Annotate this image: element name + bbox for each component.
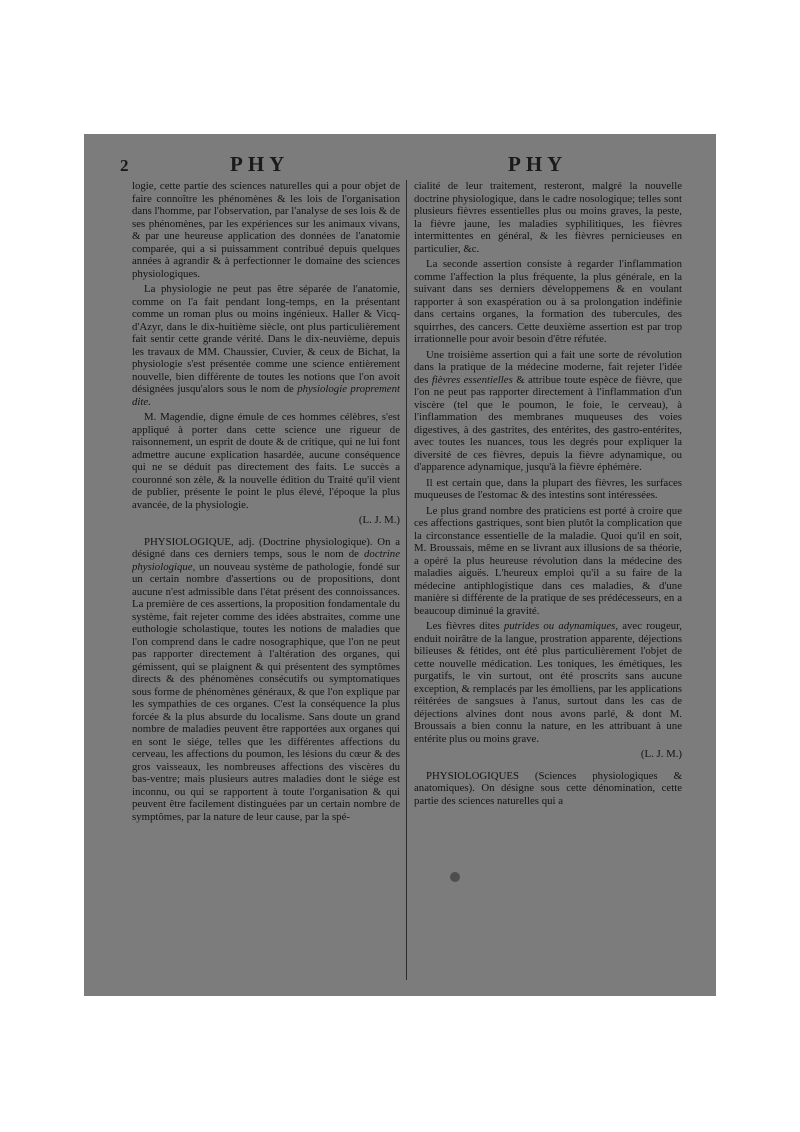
author-signature: (L. J. M.) <box>358 514 400 526</box>
paragraph-text: Une troisième assertion qui a fait une sorte de révolution dans la pratique de la médecine moderne, fait rejeter l'idée des <box>414 348 682 386</box>
right-column <box>414 180 682 980</box>
paragraph: Il est certain que, dans la plupart des fièvres, les surfaces muqueuses de l'estomac & des intestins sont intéressées. <box>414 476 682 501</box>
paragraph <box>414 349 682 474</box>
paragraph: Le plus grand nombre des praticiens est porté à croire que ces affections gastriques, sont bien plutôt la complication que la circonstance essentielle de la maladie. Quoi qu'il en soit, M. Broussais, même en se livrant aux illusions de sa théorie, a opéré la plus heureuse révolution dans la médecine des maladies aiguës. L'heureux emploi qu'il a su faire de la médecine antiphlogistique dans ces maladies, & d'une manière si différente de la pratique de ses prédécesseurs, en a beaucoup diminué la gravité. <box>414 504 682 617</box>
italic-term: fièvres essentielles <box>431 373 513 386</box>
ink-blot <box>450 872 460 882</box>
italic-term: doctrine physiologique <box>132 548 400 573</box>
paragraph-text: avec rougeur, enduit noirâtre de la langue, prostration apparente, déjections bilieuses & fétides, ont été plus particulièrement l'objet de cette nouvelle médication. Les toniques, les émétiques, les purgatifs, le vin surtout, ont été proscrits sans aucune exception, & remplacés par les émolliens, par les applications réitérées de sangsues à l'anus, surtout dans les cas de déjections alvines dont nous avons parlé, & dont M. Broussais a bien connu la nature, en les attribuant à une entérite plus ou moins grave. <box>414 620 682 745</box>
paragraph-text: , un nouveau système de pathologie, fondé sur un certain nombre d'assertions ou de propositions, dont aucune n'est admissible dans l'état présent des connoissances. La première de ces assertions, la proposition fondamentale du système, fait rejeter comme des idées abstraites, comme une euthologie scholastique, toutes les notions de maladies que l'on comprend dans le cadre nosographique, que l'on ne peut pas rapporter directement à l'altération des organes, qui gémissent, qui se plaignent & qui présentent des symptômes directs & des phénomènes consécutifs ou symptomatiques sous forme de phénomènes généraux, & que l'on explique par les sympathies de ces organes. C'est la conséquence la plus forcée & la plus absurde du localisme. Sans doute un grand nombre de maladies peuvent être rapportées aux organes qui en sont le siége, telles que les différentes affections du cerveau, les affections du poumon, les lésions du cœur & des gros vaisseaux, les nombreuses affections des viscères du bas-ventre; mais plusieurs autres maladies dont le siége est inconnu, ou qui se rapportent à toute l'organisation & qui peuvent être facilement distinguées par un certain nombre de symptômes, par la nature de leur cause, par la spé- <box>132 560 400 823</box>
paragraph <box>132 283 400 408</box>
scanned-page <box>84 134 716 996</box>
running-head <box>84 152 716 182</box>
paragraph: M. Magendie, digne émule de ces hommes célèbres, s'est appliqué à porter dans cette science une rigueur de raisonnement, un esprit de doute & de critique, qui ne lui font admettre aucune explication hasardée, aucune conséquence qui ne se déduit pas directement des faits. Le succès a couronné son zèle, & la nouvelle édition du Traité qu'il vient de publier, présente le point le plus élevé, l'époque la plus avancée, de la physiologie. <box>132 411 400 511</box>
page-number: 2 <box>120 156 129 175</box>
paragraph: cialité de leur traitement, resteront, malgré la nouvelle doctrine physiologique, dans le cadre nosologique; telles sont plusieurs fièvres essentielles plus ou moins graves, la peste, la fièvre jaune, les maladies syphilitiques, les fièvres intermittentes en général, & les fièvres pernicieuses en particulier, &c. <box>414 180 682 255</box>
italic-term: physiologie proprement dite. <box>132 383 400 408</box>
paragraph-text: PHYSIOLOGIQUE, adj. (Doctrine physiologique). On a désigné dans ces derniers temps, sous le nom de <box>132 535 400 560</box>
italic-term: putrides ou adynamiques, <box>503 620 619 632</box>
entry-physiologiques: PHYSIOLOGIQUES (Sciences physiologiques & anatomiques). On désigne sous cette dénomination, cette partie des sciences naturelles qui a <box>414 769 682 807</box>
paragraph: La seconde assertion consiste à regarder l'inflammation comme l'affection la plus fréquente, la plus générale, en la suivant dans ses derniers développemens & en voulant rapporter à son exaspération ou à sa prolongation indéfinie dans certains organes, la formation des tubercules, des squirrhes, des cancers. Cette deuxième assertion est par trop irrationnelle pour avoir besoin d'être réfutée. <box>414 258 682 345</box>
left-running-head: PHY <box>230 152 290 176</box>
entry-physiologique <box>132 536 400 824</box>
paragraph-text: La physiologie ne peut pas être séparée de l'anatomie, comme on l'a fait pendant long-temps, en la présentant comme un roman plus ou moins ingénieux. Haller & Vicq-d'Azyr, dans le dix-huitième siècle, ont plus particulièrement fait sentir cette grande vérité. Dans le dix-neuvième, depuis les travaux de MM. Chaussier, Cuvier, & ceux de Bichat, la physiologie s'est présentée comme une science entièrement nouvelle, bien différente de toutes les notions que l'on avoit désignées jusqu'alors sous le nom de <box>132 283 400 395</box>
paragraph-text: Les fièvres dites <box>426 620 500 632</box>
left-column <box>132 180 400 980</box>
column-rule <box>406 180 407 980</box>
paragraph: logie, cette partie des sciences naturelles qui a pour objet de faire connoître les phénomènes & les lois de l'organisation dans l'homme, par l'observation, par l'analyse de ses lois & de ses phénomènes, par les expériences sur les animaux vivans, & par une heureuse application des données de l'anatomie comparée, qui a si puissamment contribué depuis quelques années à agrandir & à perfectionner le domaine des sciences physiologiques. <box>132 180 400 280</box>
paragraph-text: & attribue toute espèce de fièvre, que l'on ne peut pas rapporter directement à l'inflammation d'un viscère (tel que le poumon, le foie, le cerveau), à l'inflammation des membranes muqueuses des voies digestives, à des gastrites, des entérites, des gastro-entérites, avec toutes les nuances, tous les degrés pour expliquer la diversité de ces fièvres, depuis la fièvre adynamique, ou d'apparence adynamique, jusqu'à la fièvre éphémère. <box>414 373 682 473</box>
right-running-head: PHY <box>508 152 568 176</box>
author-signature: (L. J. M.) <box>640 748 682 760</box>
paragraph <box>414 620 682 745</box>
